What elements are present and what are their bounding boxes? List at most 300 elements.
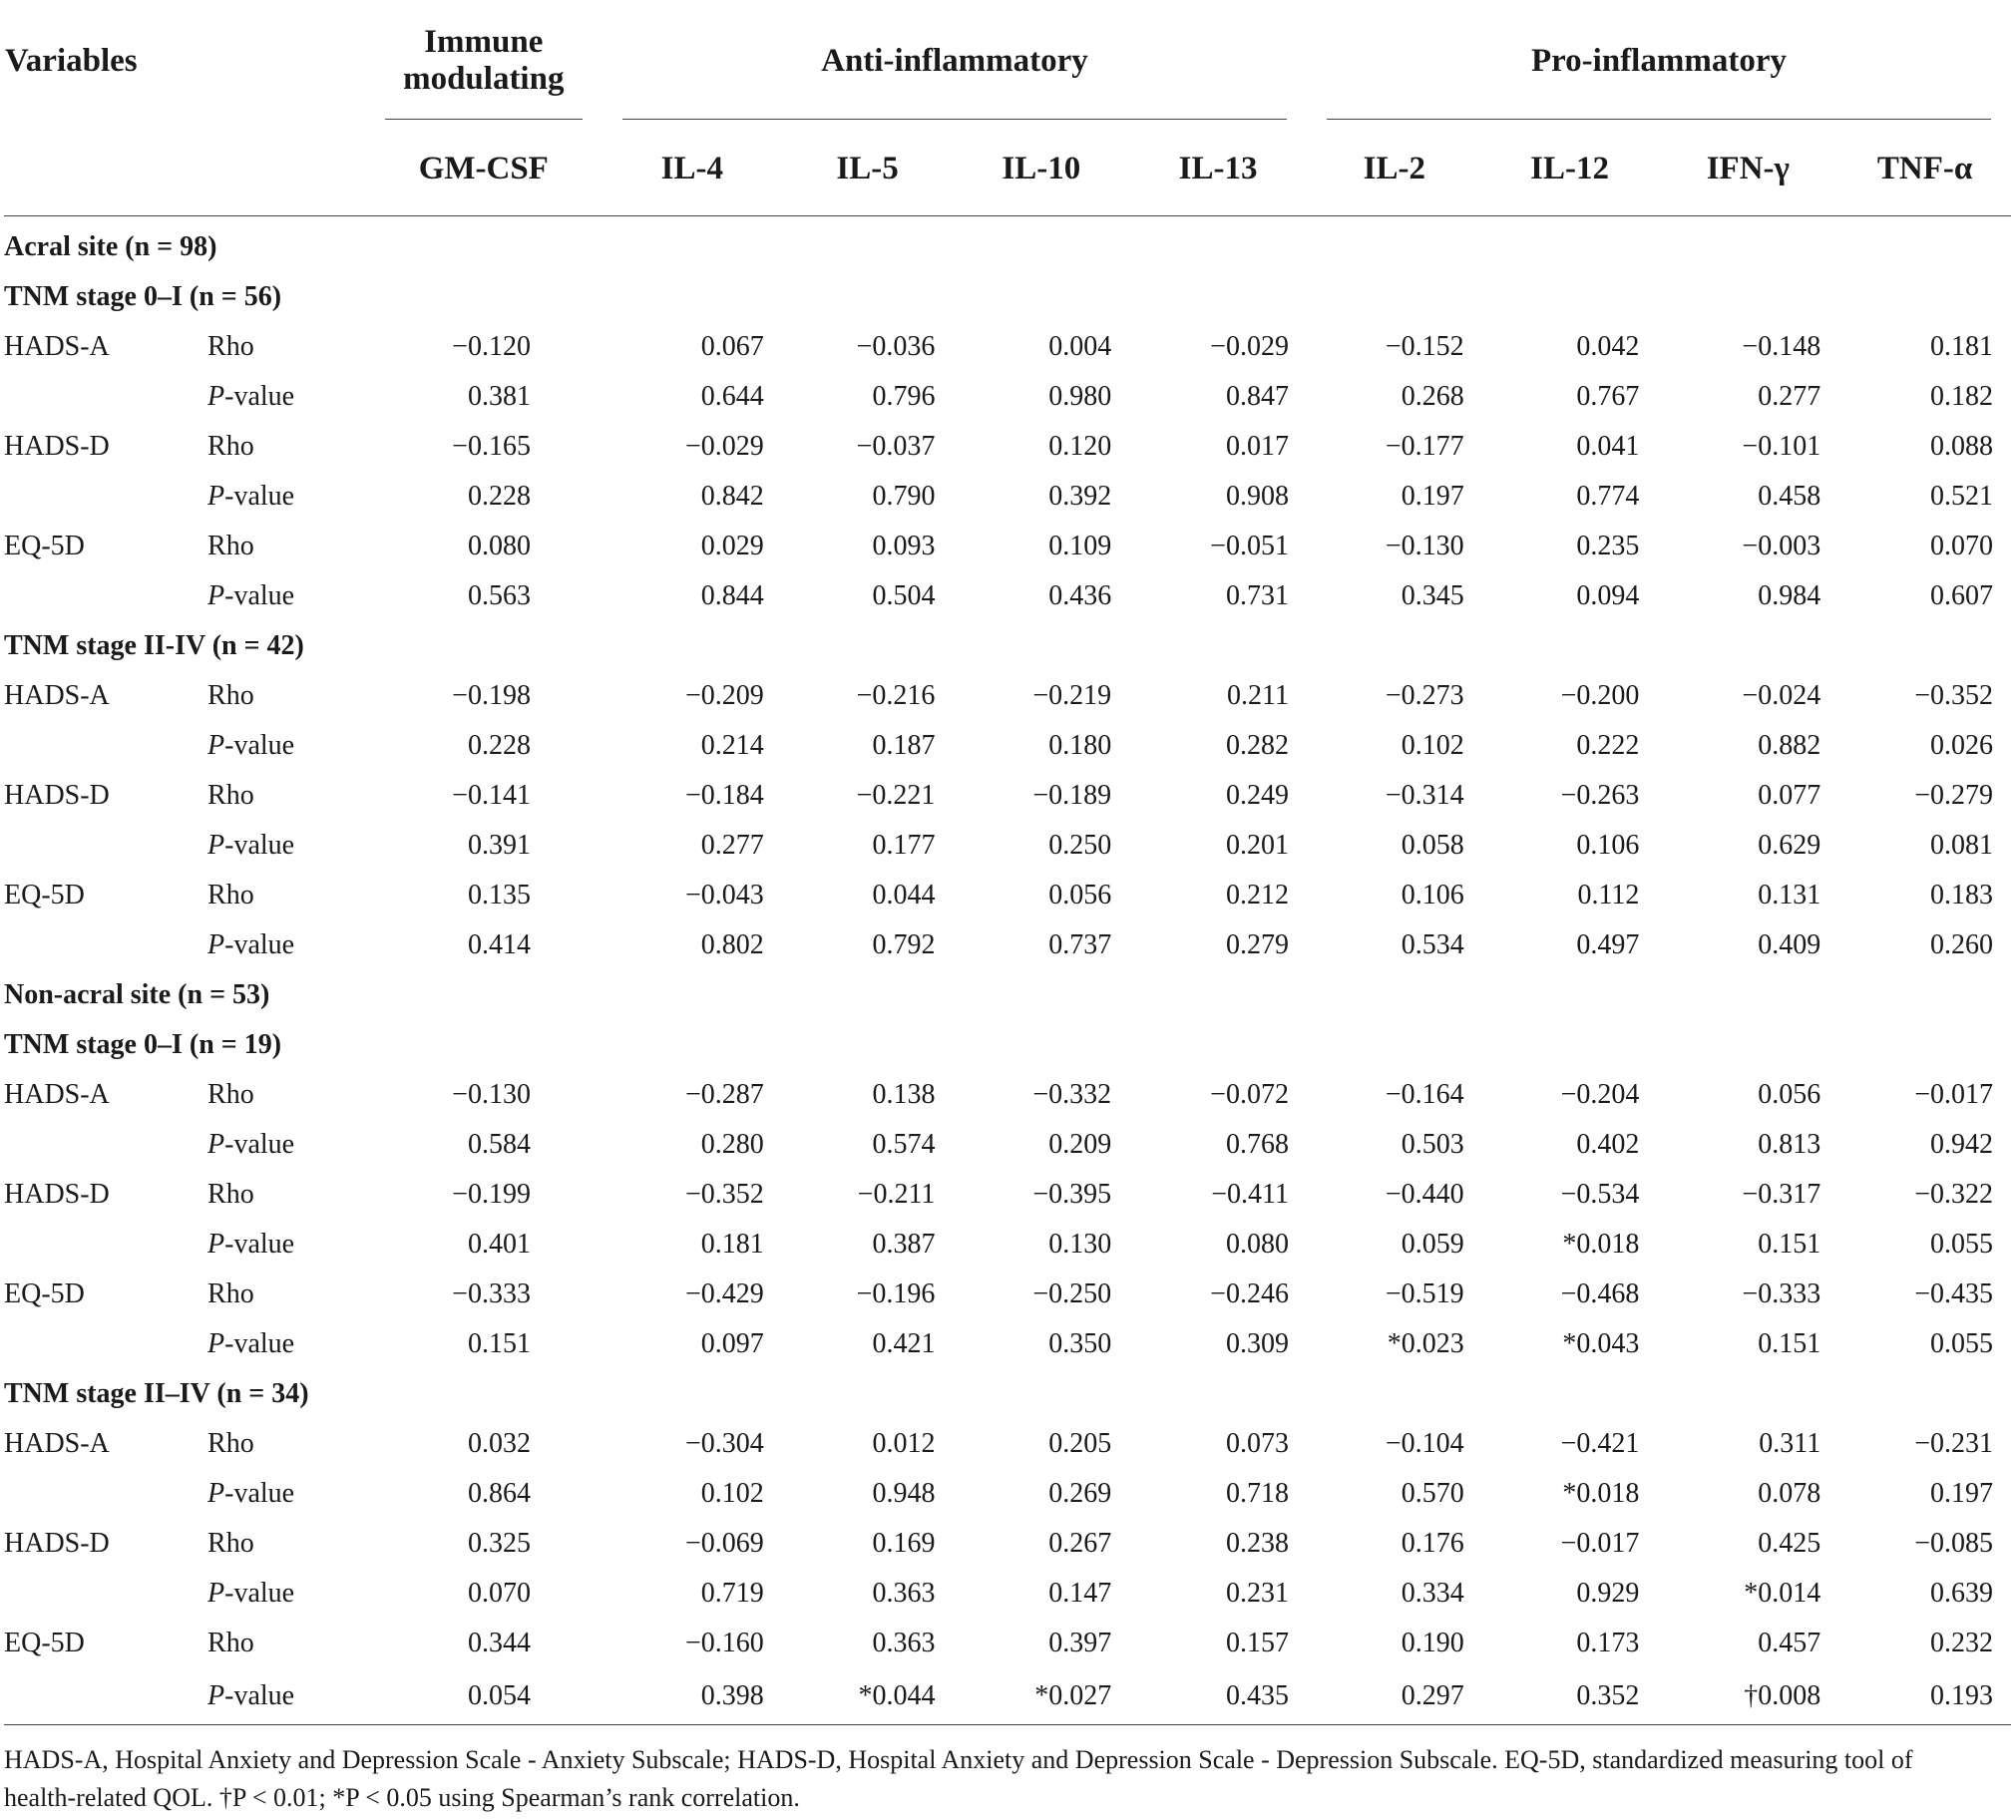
variable-cell: EQ-5D: [4, 1628, 85, 1658]
value-cell: −0.141: [452, 780, 531, 811]
value-cell: −0.199: [452, 1179, 531, 1210]
value-cell: 0.249: [1225, 780, 1289, 811]
value-cell: 0.948: [872, 1478, 936, 1509]
value-cell: 0.112: [1577, 880, 1640, 910]
stat-cell: Rho: [207, 680, 254, 711]
table-row: [4, 1519, 2011, 1569]
stat-cell: P-value: [207, 580, 295, 611]
value-cell: −0.165: [452, 431, 531, 462]
variable-cell: HADS-A: [4, 331, 110, 362]
value-cell: −0.219: [1032, 680, 1112, 711]
stage-row: [4, 621, 2011, 671]
value-cell: 0.398: [603, 1668, 782, 1725]
stat-cell: P-value: [207, 1328, 295, 1359]
value-cell: 0.774: [1576, 481, 1640, 512]
footnote-line-2: health-related QOL. †P < 0.01; *P < 0.05 using Spearman’s rank correlation.: [4, 1783, 800, 1812]
value-cell: 0.120: [1048, 431, 1112, 462]
value-cell: 0.029: [700, 531, 764, 561]
value-cell: 0.080: [467, 531, 531, 561]
variable-cell: EQ-5D: [4, 1278, 85, 1309]
value-cell: −0.352: [684, 1179, 764, 1210]
value-cell: 0.309: [1225, 1328, 1289, 1359]
value-cell: *0.027: [953, 1668, 1129, 1725]
table-row: [4, 422, 2011, 472]
column-header-il-4: IL-4: [603, 122, 782, 216]
value-cell: 0.719: [700, 1578, 764, 1609]
stat-cell: P-value: [207, 1578, 295, 1609]
value-cell: 0.392: [1048, 481, 1112, 512]
value-cell: −0.250: [1032, 1278, 1112, 1309]
value-cell: 0.056: [1048, 880, 1112, 910]
variable-cell: HADS-A: [4, 1079, 110, 1110]
table-row: [4, 871, 2011, 920]
value-cell: 0.131: [1758, 880, 1821, 910]
stage-label: TNM stage II-IV (n = 42): [4, 630, 304, 661]
value-cell: 0.435: [1129, 1668, 1307, 1725]
value-cell: 0.080: [1225, 1229, 1289, 1260]
site-row: [4, 216, 2011, 273]
value-cell: 0.180: [1048, 730, 1112, 761]
variable-cell: [4, 1120, 207, 1170]
variable-cell: [4, 821, 207, 871]
value-cell: 0.796: [872, 381, 936, 412]
value-cell: 0.402: [1576, 1129, 1640, 1160]
value-cell: 0.059: [1401, 1229, 1464, 1260]
value-cell: 0.268: [1401, 381, 1464, 412]
variable-cell: HADS-D: [4, 1179, 110, 1210]
value-cell: −0.333: [1742, 1278, 1821, 1309]
value-cell: −0.273: [1385, 680, 1464, 711]
table-row: [4, 522, 2011, 571]
value-cell: −0.189: [1032, 780, 1112, 811]
value-cell: −0.051: [1210, 531, 1289, 561]
variable-cell: [4, 1469, 207, 1519]
value-cell: 0.864: [467, 1478, 531, 1509]
stage-row: [4, 1369, 2011, 1419]
value-cell: −0.263: [1560, 780, 1640, 811]
value-cell: −0.017: [1914, 1079, 1993, 1110]
value-cell: −0.534: [1560, 1179, 1640, 1210]
variable-cell: EQ-5D: [4, 531, 85, 561]
table-row: [4, 372, 2011, 422]
value-cell: 0.929: [1576, 1578, 1640, 1609]
variable-cell: [4, 1220, 207, 1270]
variable-cell: HADS-A: [4, 680, 110, 711]
value-cell: 0.078: [1758, 1478, 1821, 1509]
value-cell: 0.197: [1930, 1478, 1993, 1509]
table-row: [4, 1419, 2011, 1469]
value-cell: 0.584: [467, 1129, 531, 1160]
value-cell: 0.232: [1930, 1628, 1993, 1658]
value-cell: 0.844: [700, 580, 764, 611]
group-pro-inflammatory: Pro-inflammatory: [1307, 0, 2011, 122]
variable-cell: HADS-A: [4, 1428, 110, 1459]
value-cell: 0.176: [1401, 1528, 1464, 1559]
value-cell: *0.023: [1387, 1328, 1464, 1359]
stat-cell: P-value: [207, 830, 295, 861]
stat-cell: P-value: [207, 381, 295, 412]
value-cell: 0.012: [872, 1428, 936, 1459]
value-cell: 0.209: [1048, 1129, 1112, 1160]
value-cell: 0.211: [1226, 680, 1289, 711]
value-cell: 0.570: [1401, 1478, 1464, 1509]
variable-cell: [4, 571, 207, 621]
value-cell: *0.018: [1562, 1229, 1640, 1260]
value-cell: −0.395: [1032, 1179, 1112, 1210]
value-cell: 0.130: [1048, 1229, 1112, 1260]
group-rule: [385, 119, 583, 120]
value-cell: 0.282: [1225, 730, 1289, 761]
column-header-tnf-alpha: TNF-α: [1838, 122, 2011, 216]
value-cell: 0.054: [365, 1668, 603, 1725]
stat-cell: Rho: [207, 1278, 254, 1309]
value-cell: 0.177: [872, 830, 936, 861]
value-cell: −0.279: [1914, 780, 1993, 811]
variable-cell: [4, 1569, 207, 1619]
value-cell: 0.980: [1048, 381, 1112, 412]
value-cell: 0.235: [1576, 531, 1640, 561]
value-cell: 0.042: [1576, 331, 1640, 362]
value-cell: 0.279: [1225, 929, 1289, 960]
value-cell: −0.332: [1032, 1079, 1112, 1110]
stat-cell: Rho: [207, 1179, 254, 1210]
value-cell: 0.169: [872, 1528, 936, 1559]
value-cell: −0.130: [452, 1079, 531, 1110]
value-cell: 0.173: [1576, 1628, 1640, 1658]
value-cell: −0.085: [1914, 1528, 1993, 1559]
value-cell: 0.250: [1048, 830, 1112, 861]
variable-cell: [4, 1668, 207, 1725]
value-cell: −0.440: [1385, 1179, 1464, 1210]
value-cell: 0.842: [700, 481, 764, 512]
stat-cell: Rho: [207, 780, 254, 811]
value-cell: 0.151: [1758, 1328, 1821, 1359]
variable-cell: [4, 920, 207, 970]
group-immune-modulating: [365, 0, 603, 122]
value-cell: 0.277: [700, 830, 764, 861]
value-cell: −0.287: [684, 1079, 764, 1110]
value-cell: −0.024: [1742, 680, 1821, 711]
value-cell: 0.942: [1930, 1129, 1993, 1160]
value-cell: 0.044: [872, 880, 936, 910]
column-header-ifn-gamma: IFN-γ: [1657, 122, 1838, 216]
value-cell: −0.069: [684, 1528, 764, 1559]
table-body: [4, 216, 2011, 1725]
value-cell: 0.106: [1576, 830, 1640, 861]
value-cell: 0.397: [1048, 1628, 1112, 1658]
value-cell: 0.093: [872, 531, 936, 561]
value-cell: −0.198: [452, 680, 531, 711]
value-cell: −0.177: [1385, 431, 1464, 462]
value-cell: 0.534: [1401, 929, 1464, 960]
value-cell: 0.718: [1225, 1478, 1289, 1509]
value-cell: −0.130: [1385, 531, 1464, 561]
column-header-il-10: IL-10: [953, 122, 1129, 216]
value-cell: *0.044: [782, 1668, 954, 1725]
table-row: [4, 1070, 2011, 1120]
value-cell: 0.197: [1401, 481, 1464, 512]
value-cell: −0.429: [684, 1278, 764, 1309]
value-cell: 0.629: [1758, 830, 1821, 861]
group-anti-inflammatory: Anti-inflammatory: [603, 0, 1307, 122]
value-cell: 0.792: [872, 929, 936, 960]
table-row: [4, 920, 2011, 970]
footnote-line-1: HADS-A, Hospital Anxiety and Depression Scale - Anxiety Subscale; HADS-D, Hospital Anxiety and Depression Scale - Depression Subscale. EQ-5D, standardized measuring tool of: [4, 1745, 1913, 1774]
value-cell: 0.297: [1307, 1668, 1482, 1725]
stat-cell: P-value: [207, 929, 295, 960]
value-cell: −0.468: [1560, 1278, 1640, 1309]
group-immune-line2: modulating: [403, 61, 565, 97]
value-cell: 0.401: [467, 1229, 531, 1260]
value-cell: 0.574: [872, 1129, 936, 1160]
value-cell: 0.311: [1759, 1428, 1821, 1459]
column-header-il-13: IL-13: [1129, 122, 1307, 216]
value-cell: 0.260: [1930, 929, 1993, 960]
value-cell: *0.014: [1744, 1578, 1821, 1609]
value-cell: 0.344: [467, 1628, 531, 1658]
column-header-il-12: IL-12: [1482, 122, 1658, 216]
value-cell: 0.017: [1225, 431, 1289, 462]
column-header-blank: [4, 122, 365, 216]
value-cell: 0.181: [700, 1229, 764, 1260]
value-cell: 0.639: [1930, 1578, 1993, 1609]
value-cell: −0.204: [1560, 1079, 1640, 1110]
value-cell: 0.138: [872, 1079, 936, 1110]
value-cell: 0.425: [1758, 1528, 1821, 1559]
table-row: [4, 1220, 2011, 1270]
value-cell: 0.187: [872, 730, 936, 761]
value-cell: 0.238: [1225, 1528, 1289, 1559]
value-cell: 0.644: [700, 381, 764, 412]
table-row: [4, 571, 2011, 621]
value-cell: 0.334: [1401, 1578, 1464, 1609]
stat-cell: P-value: [207, 1129, 295, 1160]
value-cell: −0.322: [1914, 1179, 1993, 1210]
site-row: [4, 970, 2011, 1020]
value-cell: −0.104: [1385, 1428, 1464, 1459]
value-cell: 0.267: [1048, 1528, 1112, 1559]
value-cell: 0.190: [1401, 1628, 1464, 1658]
value-cell: 0.097: [700, 1328, 764, 1359]
value-cell: −0.017: [1560, 1528, 1640, 1559]
value-cell: 0.325: [467, 1528, 531, 1559]
table-row: [4, 1319, 2011, 1369]
value-cell: −0.072: [1210, 1079, 1289, 1110]
group-immune-line1: Immune: [424, 24, 544, 60]
value-cell: 0.802: [700, 929, 764, 960]
value-cell: 0.094: [1576, 580, 1640, 611]
stage-row: [4, 1020, 2011, 1070]
value-cell: −0.184: [684, 780, 764, 811]
stat-cell: Rho: [207, 1428, 254, 1459]
variable-cell: HADS-D: [4, 1528, 110, 1559]
value-cell: −0.211: [857, 1179, 936, 1210]
value-cell: 0.032: [467, 1428, 531, 1459]
value-cell: 0.222: [1576, 730, 1640, 761]
value-cell: 0.391: [467, 830, 531, 861]
stat-cell: Rho: [207, 431, 254, 462]
value-cell: −0.246: [1210, 1278, 1289, 1309]
value-cell: 0.767: [1576, 381, 1640, 412]
table-row: [4, 1270, 2011, 1319]
value-cell: 0.847: [1225, 381, 1289, 412]
value-cell: −0.411: [1211, 1179, 1289, 1210]
value-cell: 0.055: [1930, 1229, 1993, 1260]
table-row: [4, 821, 2011, 871]
value-cell: −0.036: [856, 331, 936, 362]
value-cell: −0.120: [452, 331, 531, 362]
value-cell: 0.363: [872, 1628, 936, 1658]
value-cell: 0.157: [1225, 1628, 1289, 1658]
group-rule: [1327, 119, 1991, 120]
table-row: [4, 322, 2011, 372]
value-cell: 0.790: [872, 481, 936, 512]
column-header-gm-csf: GM-CSF: [365, 122, 603, 216]
variable-cell: EQ-5D: [4, 880, 85, 910]
value-cell: 0.151: [467, 1328, 531, 1359]
value-cell: 0.563: [467, 580, 531, 611]
stat-cell: Rho: [207, 531, 254, 561]
value-cell: 0.147: [1048, 1578, 1112, 1609]
table-row: [4, 1170, 2011, 1220]
value-cell: 0.768: [1225, 1129, 1289, 1160]
value-cell: 0.109: [1048, 531, 1112, 561]
value-cell: −0.216: [856, 680, 936, 711]
variable-cell: [4, 721, 207, 771]
value-cell: 0.070: [467, 1578, 531, 1609]
value-cell: *0.018: [1562, 1478, 1640, 1509]
group-rule: [622, 119, 1287, 120]
value-cell: −0.029: [1210, 331, 1289, 362]
stage-label: TNM stage II–IV (n = 34): [4, 1378, 309, 1409]
value-cell: 0.280: [700, 1129, 764, 1160]
variable-cell: HADS-D: [4, 780, 110, 811]
value-cell: 0.277: [1758, 381, 1821, 412]
stat-cell: Rho: [207, 1628, 254, 1658]
variable-cell: [4, 372, 207, 422]
value-cell: 0.182: [1930, 381, 1993, 412]
value-cell: 0.731: [1225, 580, 1289, 611]
site-label: Non-acral site (n = 53): [4, 979, 270, 1010]
value-cell: 0.504: [872, 580, 936, 611]
value-cell: −0.333: [452, 1278, 531, 1309]
value-cell: 0.350: [1048, 1328, 1112, 1359]
value-cell: 0.363: [872, 1578, 936, 1609]
value-cell: 0.151: [1758, 1229, 1821, 1260]
value-cell: 0.436: [1048, 580, 1112, 611]
value-cell: 0.081: [1930, 830, 1993, 861]
value-cell: 0.457: [1758, 1628, 1821, 1658]
value-cell: 0.077: [1758, 780, 1821, 811]
variable-cell: [4, 1319, 207, 1369]
variable-cell: HADS-D: [4, 431, 110, 462]
value-cell: 0.458: [1758, 481, 1821, 512]
value-cell: −0.148: [1742, 331, 1821, 362]
value-cell: 0.073: [1225, 1428, 1289, 1459]
value-cell: 0.882: [1758, 730, 1821, 761]
correlation-table: [4, 0, 2011, 1725]
value-cell: 0.409: [1758, 929, 1821, 960]
stat-cell: Rho: [207, 1528, 254, 1559]
value-cell: 0.908: [1225, 481, 1289, 512]
value-cell: 0.181: [1930, 331, 1993, 362]
stat-cell: P-value: [207, 481, 295, 512]
value-cell: 0.058: [1401, 830, 1464, 861]
value-cell: −0.101: [1742, 431, 1821, 462]
value-cell: 0.041: [1576, 431, 1640, 462]
value-cell: −0.043: [684, 880, 764, 910]
value-cell: 0.414: [467, 929, 531, 960]
value-cell: 0.352: [1482, 1668, 1658, 1725]
site-label: Acral site (n = 98): [4, 231, 217, 262]
stat-cell: P-value: [207, 730, 295, 761]
value-cell: 0.102: [700, 1478, 764, 1509]
value-cell: 0.088: [1930, 431, 1993, 462]
stage-label: TNM stage 0–I (n = 19): [4, 1029, 282, 1060]
value-cell: 0.214: [700, 730, 764, 761]
value-cell: 0.497: [1576, 929, 1640, 960]
table-row: [4, 472, 2011, 522]
value-cell: 0.421: [872, 1328, 936, 1359]
table-row: [4, 1469, 2011, 1519]
value-cell: −0.029: [684, 431, 764, 462]
value-cell: −0.352: [1914, 680, 1993, 711]
stat-cell: P-value: [207, 1229, 295, 1260]
value-cell: 0.055: [1930, 1328, 1993, 1359]
value-cell: −0.519: [1385, 1278, 1464, 1309]
value-cell: †0.008: [1657, 1668, 1838, 1725]
value-cell: −0.196: [856, 1278, 936, 1309]
value-cell: −0.221: [856, 780, 936, 811]
value-cell: −0.231: [1914, 1428, 1993, 1459]
stat-cell: P-value: [207, 1478, 295, 1509]
value-cell: −0.160: [684, 1628, 764, 1658]
value-cell: −0.037: [856, 431, 936, 462]
value-cell: −0.152: [1385, 331, 1464, 362]
stat-cell: Rho: [207, 880, 254, 910]
table-row: [4, 1569, 2011, 1619]
value-cell: 0.026: [1930, 730, 1993, 761]
value-cell: 0.070: [1930, 531, 1993, 561]
table-row: [4, 771, 2011, 821]
value-cell: 0.381: [467, 381, 531, 412]
value-cell: 0.813: [1758, 1129, 1821, 1160]
value-cell: −0.164: [1385, 1079, 1464, 1110]
column-header-il-2: IL-2: [1307, 122, 1482, 216]
value-cell: 0.106: [1401, 880, 1464, 910]
value-cell: 0.737: [1048, 929, 1112, 960]
value-cell: −0.317: [1742, 1179, 1821, 1210]
variables-header: Variables: [5, 42, 138, 79]
value-cell: 0.228: [467, 730, 531, 761]
value-cell: 0.228: [467, 481, 531, 512]
column-header-row: [4, 122, 2011, 216]
table-row: [4, 1619, 2011, 1668]
value-cell: −0.003: [1742, 531, 1821, 561]
value-cell: 0.503: [1401, 1129, 1464, 1160]
table-footnote: [4, 1741, 2009, 1817]
value-cell: 0.102: [1401, 730, 1464, 761]
correlation-table-container: [4, 0, 2011, 1725]
stage-row: [4, 272, 2011, 322]
variable-cell: [4, 472, 207, 522]
value-cell: 0.205: [1048, 1428, 1112, 1459]
value-cell: −0.314: [1385, 780, 1464, 811]
value-cell: 0.193: [1838, 1668, 2011, 1725]
value-cell: 0.067: [700, 331, 764, 362]
table-row: [4, 1668, 2011, 1725]
value-cell: 0.231: [1225, 1578, 1289, 1609]
